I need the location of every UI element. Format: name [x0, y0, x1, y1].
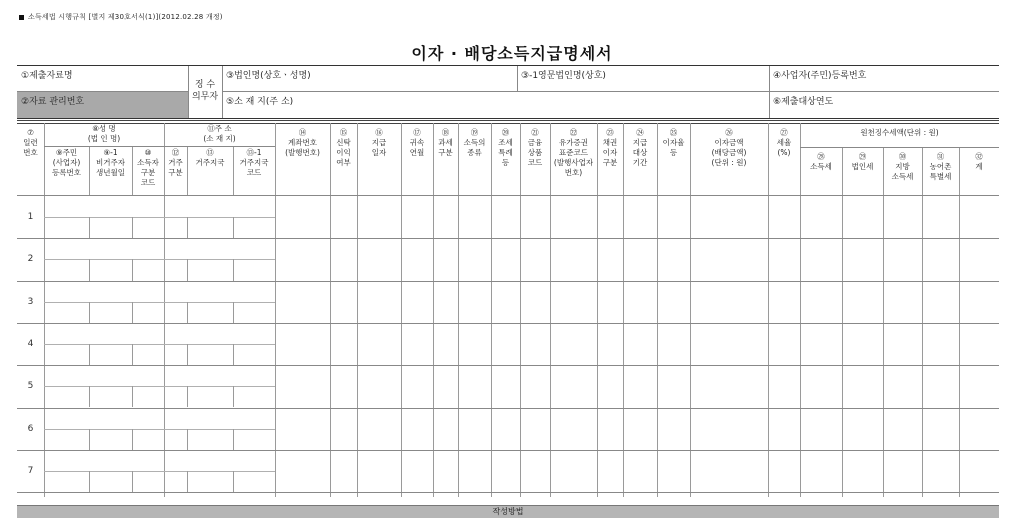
row-subdivider: [233, 259, 234, 280]
col-line: [275, 123, 276, 497]
row-subdivider: [89, 471, 90, 492]
row-midline: [44, 386, 275, 387]
row-midline: [44, 344, 275, 345]
row-number: 2: [27, 254, 34, 265]
row-subdivider: [233, 302, 234, 323]
row-number: 4: [27, 338, 34, 349]
divider: [222, 91, 999, 92]
col-line: [401, 123, 402, 497]
col-trust-header: ⑮ 신탁 이익 여부: [336, 128, 351, 167]
col-special-header: ⑳ 조세 특례 등: [498, 128, 513, 167]
col-account-header: ⑭ 계좌번호 (발행번호): [285, 128, 320, 157]
row-subdivider: [187, 471, 188, 492]
col-line: [164, 123, 165, 497]
row-number: 7: [27, 465, 34, 476]
header-subline: [44, 146, 275, 147]
row-subdivider: [89, 259, 90, 280]
row-subdivider: [233, 217, 234, 238]
row-midline: [44, 259, 275, 260]
row-subdivider: [132, 302, 133, 323]
manage-no-label: ②자료 관리번호: [21, 97, 85, 107]
row-bottom-line: [17, 323, 999, 324]
col-line: [800, 123, 801, 497]
col-amount-header: ㉖ 이자금액 (배당금액) (단위 : 원): [711, 128, 747, 167]
row-subdivider: [132, 386, 133, 407]
row-bottom-line: [17, 238, 999, 239]
col-line: [330, 123, 331, 497]
submit-year-label: ⑥제출대상연도: [773, 97, 834, 107]
header-info-box: [17, 65, 999, 119]
col-attrib-header: ⑰ 귀속 연월: [409, 128, 425, 157]
row-number: 3: [27, 296, 34, 307]
col-line: [690, 123, 691, 497]
row-subdivider: [187, 386, 188, 407]
col-line: [597, 123, 598, 497]
col-line: [357, 123, 358, 497]
submit-name-label: ①제출자료명: [21, 71, 73, 81]
row-subdivider: [132, 217, 133, 238]
eng-name-label: ③-1영문법인명(상호): [521, 71, 606, 81]
row-subdivider: [132, 471, 133, 492]
row-subdivider: [132, 259, 133, 280]
col-resident-header: ⑫ 거주 구분: [168, 148, 183, 177]
col-income-kind-header: ⑲ 소득의 종류: [463, 128, 486, 157]
row-number: 6: [27, 423, 34, 434]
col-product-header: ㉑ 금융 상품 코드: [527, 128, 543, 167]
address-label: ⑤소 재 지(주 소): [226, 97, 294, 107]
col-country-code-header: ⑬-1 거주지국 코드: [239, 148, 269, 177]
row-midline: [44, 429, 275, 430]
col-bond-header: ㉓ 채권 이자 구분: [602, 128, 618, 167]
col-taxrate-header: ㉗ 세율 (%): [776, 128, 792, 157]
col-period-header: ㉔ 지급 대상 기간: [632, 128, 648, 167]
bullet-square-icon: [19, 15, 24, 20]
row-subdivider: [233, 344, 234, 365]
row-subdivider: [233, 429, 234, 450]
col-withholding-header: 원천징수세액(단위 : 원): [860, 128, 939, 137]
col-incometax-header: ㉘ 소득세: [810, 152, 832, 171]
col-line: [768, 123, 769, 497]
row-subdivider: [187, 344, 188, 365]
table-top-line: [17, 120, 999, 121]
col-line: [458, 123, 459, 497]
col-localtax-header: ㉚ 지방 소득세: [891, 152, 914, 181]
col-line: [657, 123, 658, 497]
col-taxtype-header: ⑱ 과세 구분: [438, 128, 453, 157]
row-bottom-line: [17, 365, 999, 366]
col-country-header: ⑬ 거주지국: [195, 148, 225, 167]
row-bottom-line: [17, 450, 999, 451]
col-total-header: ㉜ 계: [975, 152, 983, 171]
row-subdivider: [187, 217, 188, 238]
form-reference-text: 소득세법 시행규칙 [별지 제30호서식(1)](2012.02.28 개정): [28, 13, 223, 21]
row-subdivider: [187, 302, 188, 323]
col-line: [491, 123, 492, 497]
col-seq-header: ⑦ 일련 번호: [23, 128, 38, 157]
col-address-header: ⑪주 소 (소 재 지): [203, 124, 236, 143]
col-birth-header: ⑨-1 비거주자 생년월일: [96, 148, 125, 177]
row-subdivider: [187, 259, 188, 280]
col-line: [623, 123, 624, 497]
col-name-header: ⑧성 명 (법 인 명): [87, 124, 121, 143]
instructions-bar: [17, 505, 999, 518]
col-paydate-header: ⑯ 지급 일자: [371, 128, 387, 157]
row-subdivider: [89, 302, 90, 323]
col-corptax-header: ㉙ 법인세: [851, 152, 874, 171]
instructions-label: 작성방법: [492, 507, 524, 516]
row-subdivider: [187, 429, 188, 450]
row-bottom-line: [17, 492, 999, 493]
withholder-label: 징 수 의무자: [191, 80, 219, 102]
row-number: 5: [27, 381, 34, 392]
biz-no-label: ④사업자(주민)등록번호: [773, 71, 867, 81]
row-subdivider: [89, 217, 90, 238]
row-subdivider: [132, 344, 133, 365]
row-subdivider: [89, 344, 90, 365]
row-bottom-line: [17, 281, 999, 282]
col-line: [520, 123, 521, 497]
col-rate-header: ㉕ 이자율 등: [662, 128, 685, 157]
row-subdivider: [132, 429, 133, 450]
col-regno-header: ⑨주민 (사업자) 등록번호: [52, 148, 81, 177]
header-bottom-line: [17, 195, 999, 196]
col-security-header: ㉒ 유가증권 표준코드 (발행사업자 번호): [553, 128, 594, 177]
col-income-code-header: ⑩ 소득자 구분 코드: [137, 148, 159, 187]
row-subdivider: [233, 386, 234, 407]
row-bottom-line: [17, 408, 999, 409]
row-midline: [44, 302, 275, 303]
col-line: [44, 123, 45, 497]
col-ruraltax-header: ㉛ 농어촌 특별세: [929, 152, 952, 181]
payment-table: [17, 120, 999, 497]
row-subdivider: [89, 386, 90, 407]
corp-name-label: ③법인명(상호ㆍ성명): [226, 71, 311, 81]
form-title: 이자 · 배당소득지급명세서: [411, 44, 613, 63]
col-line: [550, 123, 551, 497]
header-subline: [800, 147, 999, 148]
row-subdivider: [89, 429, 90, 450]
form-reference: [19, 12, 223, 22]
row-midline: [44, 217, 275, 218]
row-number: 1: [27, 212, 34, 222]
row-subdivider: [233, 471, 234, 492]
row-midline: [44, 471, 275, 472]
col-line: [433, 123, 434, 497]
